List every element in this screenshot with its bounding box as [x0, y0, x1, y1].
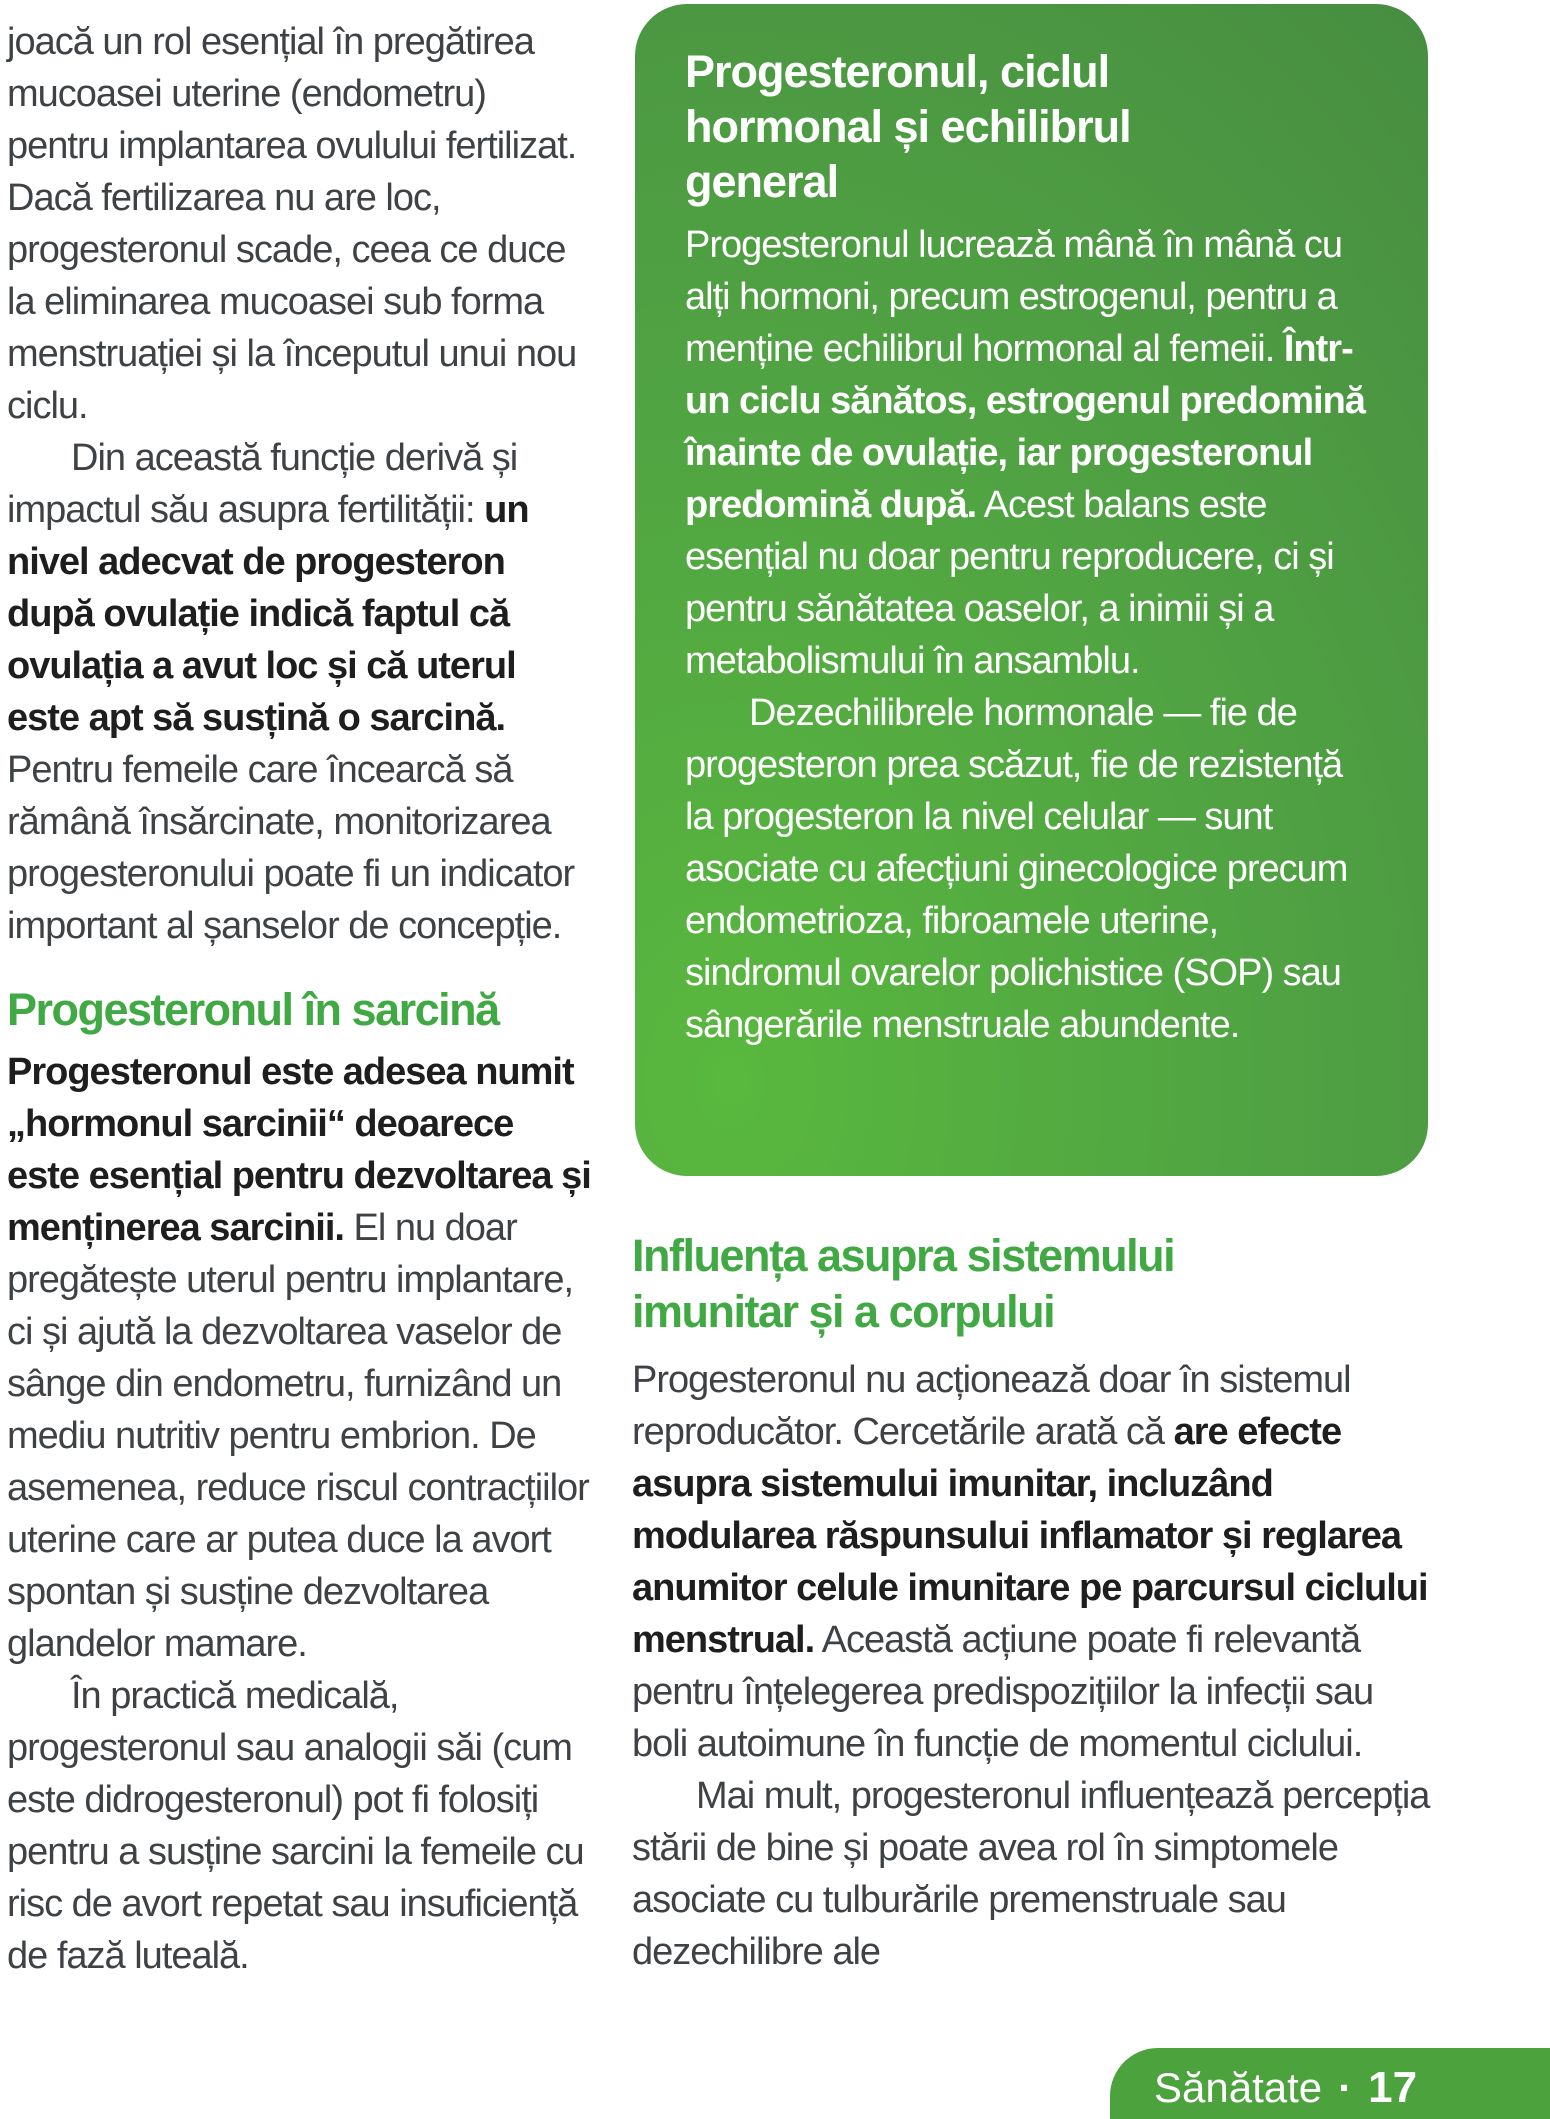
text-run: Progesteronul nu acționează doar în sistemul reproducător. Cercetările arată că: [632, 1359, 1351, 1453]
paragraph-dezechilibre: [685, 687, 1378, 1051]
paragraph-fertilitate: [7, 432, 593, 952]
text-run: În practică medicală, progesteronul sau analogii săi (cum este didrogesteronul) pot fi folosiți pentru a susține sarcini la femeile cu risc de avort repetat sau insuficiență de fază luteală.: [7, 1675, 584, 1977]
footer-separator-dot: ·: [1338, 2064, 1353, 2111]
bold-text-run: Într-un ciclu sănătos, estrogenul predomină înainte de ovulație, iar progesteronul predomină după.: [685, 328, 1365, 526]
text-run: Mai mult, progesteronul influențează percepția stării de bine și poate avea rol în simptomele asociate cu tulburările premenstruale sau dezechilibre ale: [632, 1775, 1430, 1973]
highlight-box-ciclu-hormonal: [635, 4, 1428, 1176]
text-run: joacă un rol esențial în pregătirea mucoasei uterine (endometru) pentru implantarea ovulului fertilizat. Dacă fertilizarea nu are loc, progesteronul scade, ceea ce duce la eliminarea mucoasei sub forma menstruației și la începutul unui nou ciclu.: [7, 21, 577, 427]
text-run: Pentru femeile care încearcă să rămână însărcinate, monitorizarea progesteronului poate fi un indicator important al șanselor de concepție.: [7, 749, 575, 947]
paragraph-perceptia-starii: [632, 1770, 1432, 1978]
paragraph-sistem-imunitar: [632, 1354, 1432, 1770]
paragraph-hormonul-sarcinii: [7, 1046, 593, 1670]
paragraph-echilibru-hormonal: [685, 219, 1378, 687]
section-heading-progesteronul-in-sarcina: Progesteronul în sarcină: [7, 984, 499, 1035]
bold-text-run: Progesteronul este adesea numit „hormonul sarcinii“ deoarece este esențial pentru dezvoltarea și menținerea sarcinii.: [7, 1051, 591, 1249]
page-footer-badge: [1110, 2048, 1550, 2119]
text-run: El nu doar pregătește uterul pentru implantare, ci și ajută la dezvoltarea vaselor de sânge din endometru, furnizând un mediu nutritiv pentru embrion. De asemenea, reduce riscul contracțiilor uterine care ar putea duce la avort spontan și susține dezvoltarea glandelor mamare.: [7, 1207, 589, 1665]
section-heading-influenta-imunitar: Influența asupra sistemului imunitar și a corpului: [632, 1230, 1175, 1337]
paragraph-practica-medicala: [7, 1670, 593, 1982]
footer-section-label: Sănătate: [1154, 2064, 1323, 2111]
right-column-lower: [632, 1228, 1432, 1978]
page-number: 17: [1368, 2063, 1418, 2112]
paragraph-role-endometru: [7, 16, 593, 432]
text-run: Din această funcție derivă și impactul său asupra fertilității:: [7, 437, 518, 531]
bold-text-run: un nivel adecvat de progesteron după ovulație indică faptul că ovulația a avut loc și că uterul este apt să susțină o sarcină.: [7, 489, 529, 739]
left-column: [7, 16, 593, 1982]
highlight-box-heading: Progesteronul, ciclul hormonal și echilibrul general: [685, 46, 1131, 207]
bold-text-run: are efecte asupra sistemului imunitar, incluzând modularea răspunsului inflamator și reglarea anumitor celule imunitare pe parcursul ciclului menstrual.: [632, 1411, 1428, 1661]
text-run: Această acțiune poate fi relevantă pentru înțelegerea predispozițiilor la infecții sau boli autoimune în funcție de momentul ciclului.: [632, 1619, 1374, 1765]
text-run: Progesteronul lucrează mână în mână cu alți hormoni, precum estrogenul, pentru a menține echilibrul hormonal al femeii.: [685, 224, 1342, 370]
text-run: Acest balans este esențial nu doar pentru reproducere, ci și pentru sănătatea oaselor, a inimii și a metabolismului în ansamblu.: [685, 484, 1334, 682]
text-run: Dezechilibrele hormonale — fie de progesteron prea scăzut, fie de rezistență la progesteron la nivel celular — sunt asociate cu afecțiuni ginecologice precum endometrioza, fibroamele uterine, sindromul ovarelor polichistice (SOP) sau sângerările menstruale abundente.: [685, 692, 1348, 1046]
